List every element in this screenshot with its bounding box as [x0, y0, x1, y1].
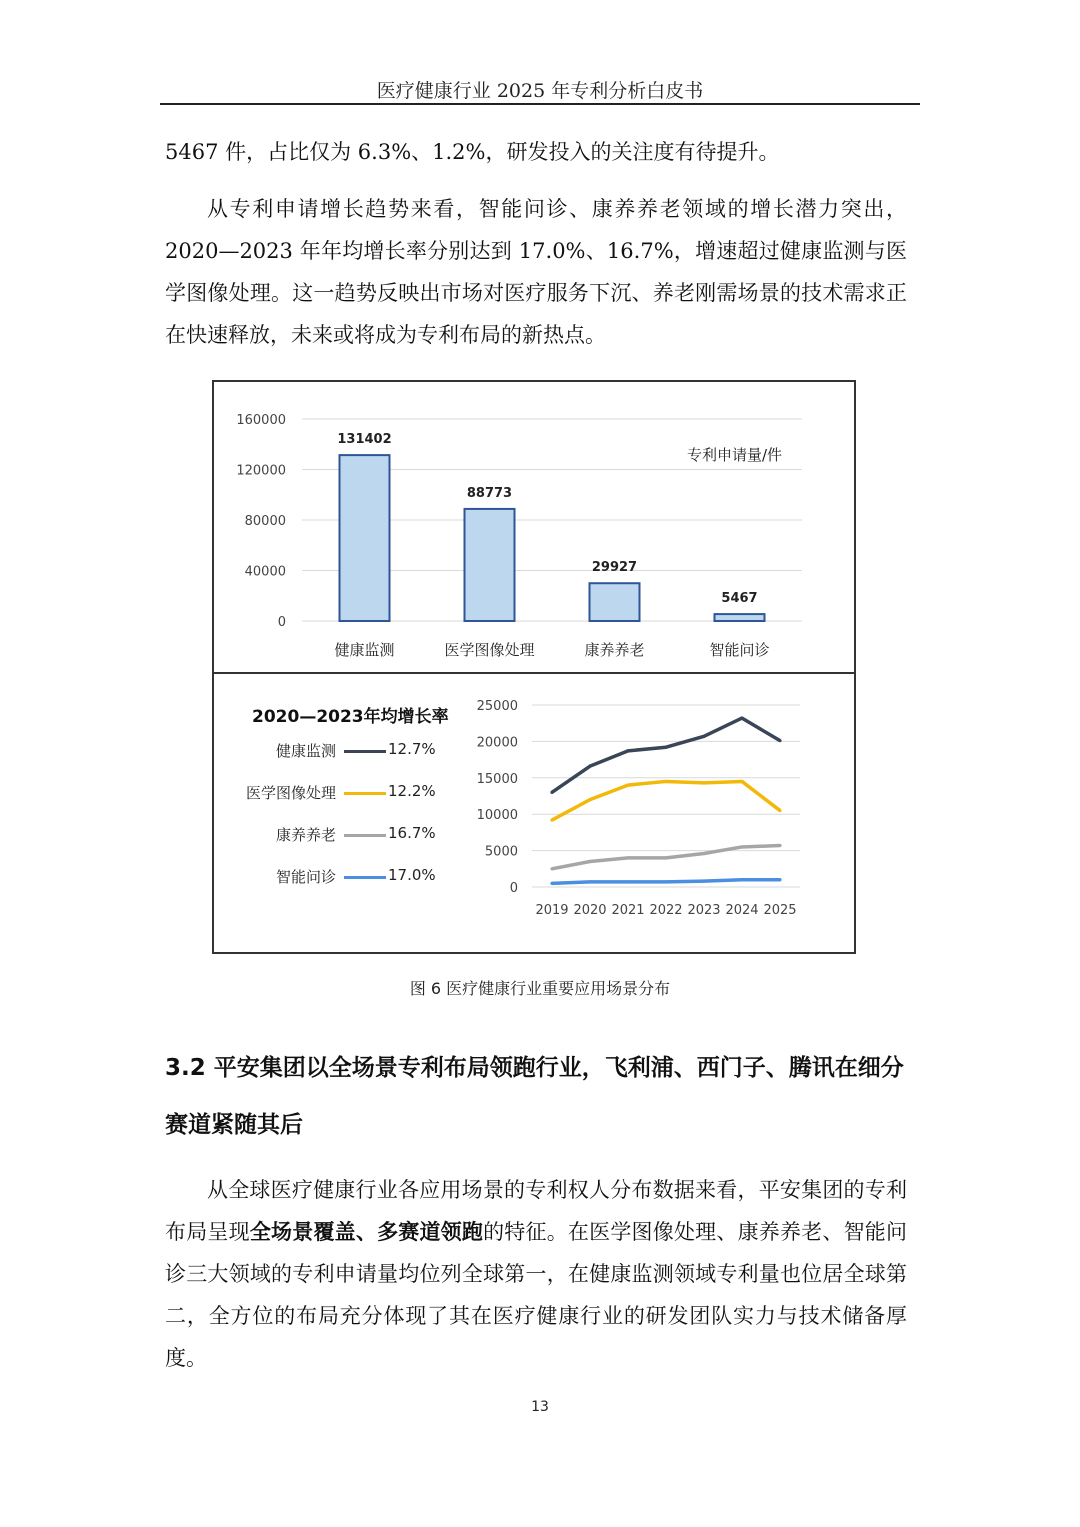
legend-swatch: [344, 834, 386, 837]
body-paragraph-3: [165, 1169, 907, 1379]
bar-y-tick-label: 40000: [244, 564, 286, 580]
series-0-point: [588, 765, 591, 768]
bar-category-label: 医学图像处理: [444, 641, 535, 659]
legend-swatch: [344, 792, 386, 795]
line-y-tick-label: 20000: [476, 735, 518, 751]
legend-swatch: [344, 750, 386, 753]
page-number: 13: [531, 1399, 549, 1415]
series-2-point: [664, 856, 667, 859]
legend-growth-rate: 12.7%: [388, 740, 436, 758]
section-heading: 3.2 平安集团以全场景专利布局领跑行业，飞利浦、西门子、腾讯在细分赛道紧随其后: [165, 1055, 904, 1138]
line-x-tick-label: 2020: [573, 903, 607, 918]
figure-caption: 图 6 医疗健康行业重要应用场景分布: [409, 979, 671, 998]
line-y-tick-label: 0: [509, 881, 518, 896]
bar-2: [590, 583, 640, 621]
bar-value-label: 88773: [466, 485, 513, 501]
series-2-point: [702, 852, 705, 855]
series-1-point: [664, 780, 667, 783]
legend-item: [214, 740, 454, 762]
series-3-point: [588, 880, 591, 883]
bar-1: [465, 509, 515, 621]
legend-series-name: 医学图像处理: [245, 784, 336, 802]
series-3-point: [664, 880, 667, 883]
legend-series-name: 智能问诊: [275, 868, 336, 886]
series-1-point: [778, 809, 781, 812]
legend-growth-rate: 12.2%: [388, 782, 436, 800]
body-paragraph-1: 5467 件，占比仅为 6.3%、1.2%，研发投入的关注度有待提升。: [165, 140, 780, 164]
bar-value-label: 131402: [337, 432, 392, 448]
line-x-tick-label: 2023: [687, 903, 721, 918]
series-0-point: [626, 749, 629, 752]
header-divider: [160, 103, 920, 105]
series-3-point: [778, 878, 781, 881]
legend-series-name: 康养养老: [275, 826, 336, 844]
legend-title: 2020—2023年均增长率: [252, 707, 449, 727]
series-1-point: [588, 798, 591, 801]
paragraph-3-emphasis: 全场景覆盖、多赛道领跑: [249, 1220, 484, 1244]
series-1-point: [702, 781, 705, 784]
series-1-point: [740, 780, 743, 783]
series-2-point: [550, 867, 553, 870]
line-x-tick-label: 2024: [725, 903, 759, 918]
series-1-point: [550, 818, 553, 821]
paragraph-3-text-b: 的特征。在医学图像处理、康养养老、智能问诊三大领域的专利申请量均位列全球第一，在健康监测领域专利量也位居全球第二，全方位的布局充分体现了其在医疗健康行业的研发团队实力与技术储备厚度。: [165, 1220, 908, 1370]
series-2-point: [740, 845, 743, 848]
paragraph-3-text-a: 从全球医疗健康行业各应用场景的专利权人分布数据来看，平安集团的专利布局呈现: [165, 1178, 907, 1244]
line-x-tick-label: 2021: [611, 903, 645, 918]
series-0-point: [550, 791, 553, 794]
bar-y-tick-label: 120000: [236, 463, 286, 479]
bar-value-label: 29927: [591, 560, 638, 576]
line-x-tick-label: 2019: [535, 903, 569, 918]
legend-item: [214, 866, 454, 888]
legend-growth-rate: 17.0%: [388, 866, 436, 884]
bar-unit-label: 专利申请量/件: [686, 446, 782, 464]
legend-swatch: [344, 876, 386, 879]
series-0-point: [778, 739, 781, 742]
legend-growth-rate: 16.7%: [388, 824, 436, 842]
series-3-point: [740, 878, 743, 881]
line-y-tick-label: 15000: [476, 771, 518, 787]
bar-0: [340, 455, 390, 621]
series-2-point: [778, 844, 781, 847]
bar-y-tick-label: 0: [277, 615, 286, 630]
bar-value-label: 5467: [721, 591, 758, 607]
bar-y-tick-label: 160000: [236, 413, 286, 428]
figure-6: [212, 380, 856, 954]
legend-item: [214, 782, 454, 804]
series-2-point: [588, 860, 591, 863]
bar-category-label: 康养养老: [584, 641, 645, 659]
series-0-point: [740, 717, 743, 720]
bar-category-label: 健康监测: [334, 641, 395, 659]
legend-series-name: 健康监测: [275, 742, 336, 760]
series-3-point: [702, 880, 705, 883]
line-x-tick-label: 2025: [763, 903, 797, 918]
series-1-point: [626, 783, 629, 786]
document-header: 医疗健康行业 2025 年专利分析白皮书: [376, 80, 704, 102]
line-y-tick-label: 5000: [484, 844, 518, 860]
series-3-point: [626, 880, 629, 883]
line-y-tick-label: 10000: [476, 808, 518, 824]
body-paragraph-2: 从专利申请增长趋势来看，智能问诊、康养养老领域的增长潜力突出，2020—2023 年年均增长率分别达到 17.0%、16.7%，增速超过健康监测与医学图像处理。这一趋势反映出市场对医疗服务下沉、养老刚需场景的技术需求正在快速释放，未来或将成为专利布局的新热点。: [165, 197, 907, 347]
series-3-point: [550, 882, 553, 885]
series-0-point: [664, 746, 667, 749]
legend-item: [214, 824, 454, 846]
bar-3: [715, 614, 765, 621]
figure-divider: [214, 672, 854, 674]
bar-y-tick-label: 80000: [244, 514, 286, 529]
series-2-point: [626, 856, 629, 859]
line-y-tick-label: 25000: [476, 699, 518, 714]
line-x-tick-label: 2022: [649, 903, 683, 918]
series-0-point: [702, 735, 705, 738]
bar-category-label: 智能问诊: [709, 641, 770, 659]
